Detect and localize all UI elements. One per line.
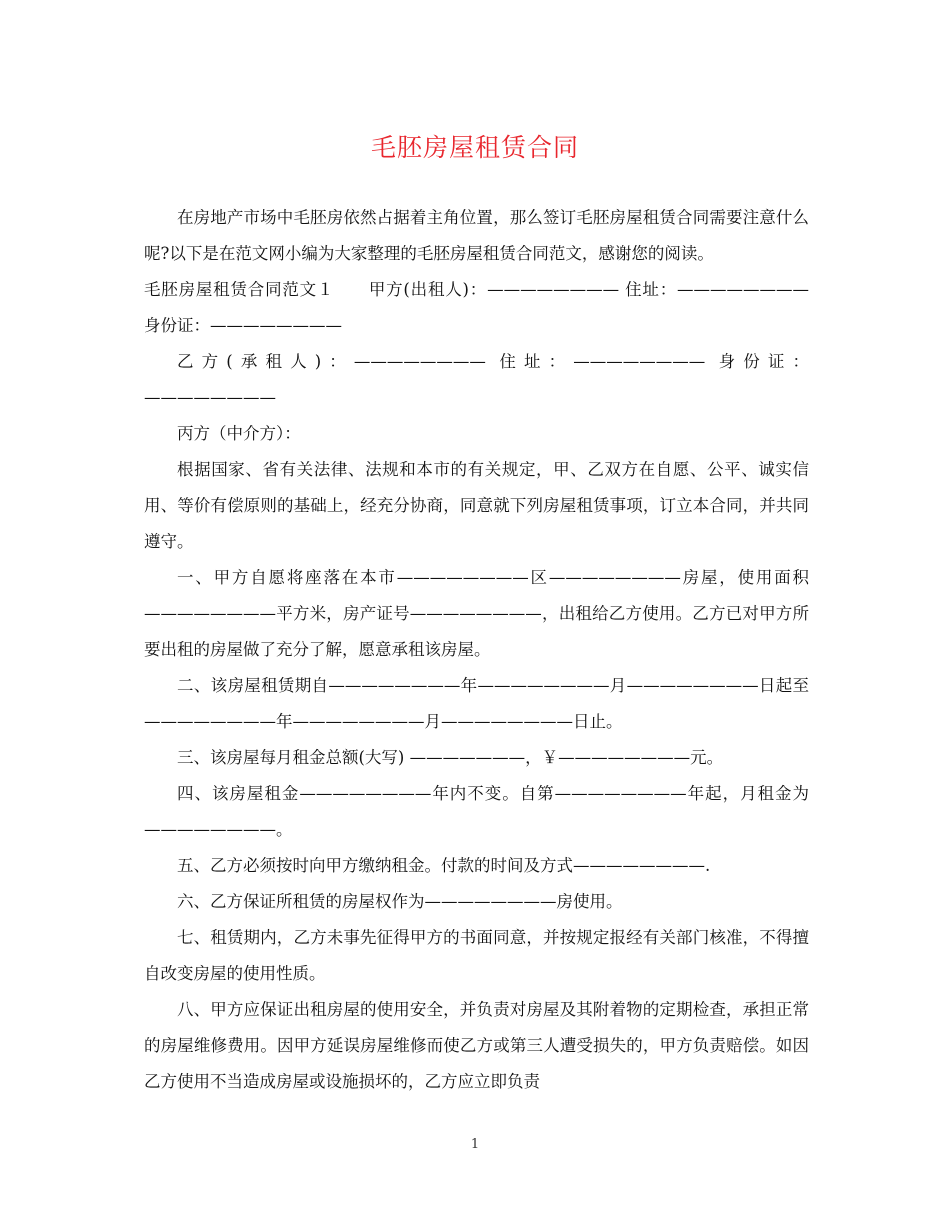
clause-2: 二、该房屋租赁期自————————年————————月————————日起至————————年————————月————————日止。 <box>144 676 809 731</box>
clause-7: 七、租赁期内，乙方未事先征得甲方的书面同意，并按规定报经有关部门核准，不得擅自改变房屋的使用性质。 <box>144 928 809 983</box>
paragraph-party-c: 丙方（中介方）： <box>177 424 301 443</box>
clause-6: 六、乙方保证所租赁的房屋权作为————————房使用。 <box>177 892 623 911</box>
clause-8: 八、甲方应保证出租房屋的使用安全，并负责对房屋及其附着物的定期检查，承担正常的房屋维修费用。因甲方延误房屋维修而使乙方或第三人遭受损失的，甲方负责赔偿。如因乙方使用不当造成房屋或设施损坏的，乙方应立即负责 <box>144 1000 809 1091</box>
paragraph-basis: 根据国家、省有关法律、法规和本市的有关规定，甲、乙双方在自愿、公平、诚实信用、等价有偿原则的基础上，经充分协商，同意就下列房屋租赁事项，订立本合同，并共同遵守。 <box>144 460 809 551</box>
document-body <box>144 200 809 1100</box>
clause-5: 五、乙方必须按时向甲方缴纳租金。付款的时间及方式————————. <box>177 856 711 875</box>
paragraph-intro: 在房地产市场中毛胚房依然占据着主角位置，那么签订毛胚房屋租赁合同需要注意什么呢?以下是在范文网小编为大家整理的毛胚房屋租赁合同范文，感谢您的阅读。 <box>144 208 809 263</box>
paragraph-party-a: 毛胚房屋租赁合同范文１ 甲方(出租人)：———————— 住址：———————— 身份证：———————— <box>144 280 809 335</box>
document-title: 毛胚房屋租赁合同 <box>370 133 579 162</box>
clause-4: 四、该房屋租金————————年内不变。自第————————年起，月租金为————————。 <box>144 784 809 839</box>
paragraph-party-b: 乙方(承租人)：———————— 住址：———————— 身份证：———————— <box>144 352 809 407</box>
page-number: 1 <box>470 1137 480 1152</box>
clause-3: 三、该房屋每月租金总额(大写) ———————，￥————————元。 <box>177 748 724 767</box>
clause-1: 一、甲方自愿将座落在本市————————区————————房屋，使用面积————————平方米，房产证号————————，出租给乙方使用。乙方已对甲方所要出租的房屋做了充分了解，愿意承租该房屋。 <box>144 568 809 659</box>
